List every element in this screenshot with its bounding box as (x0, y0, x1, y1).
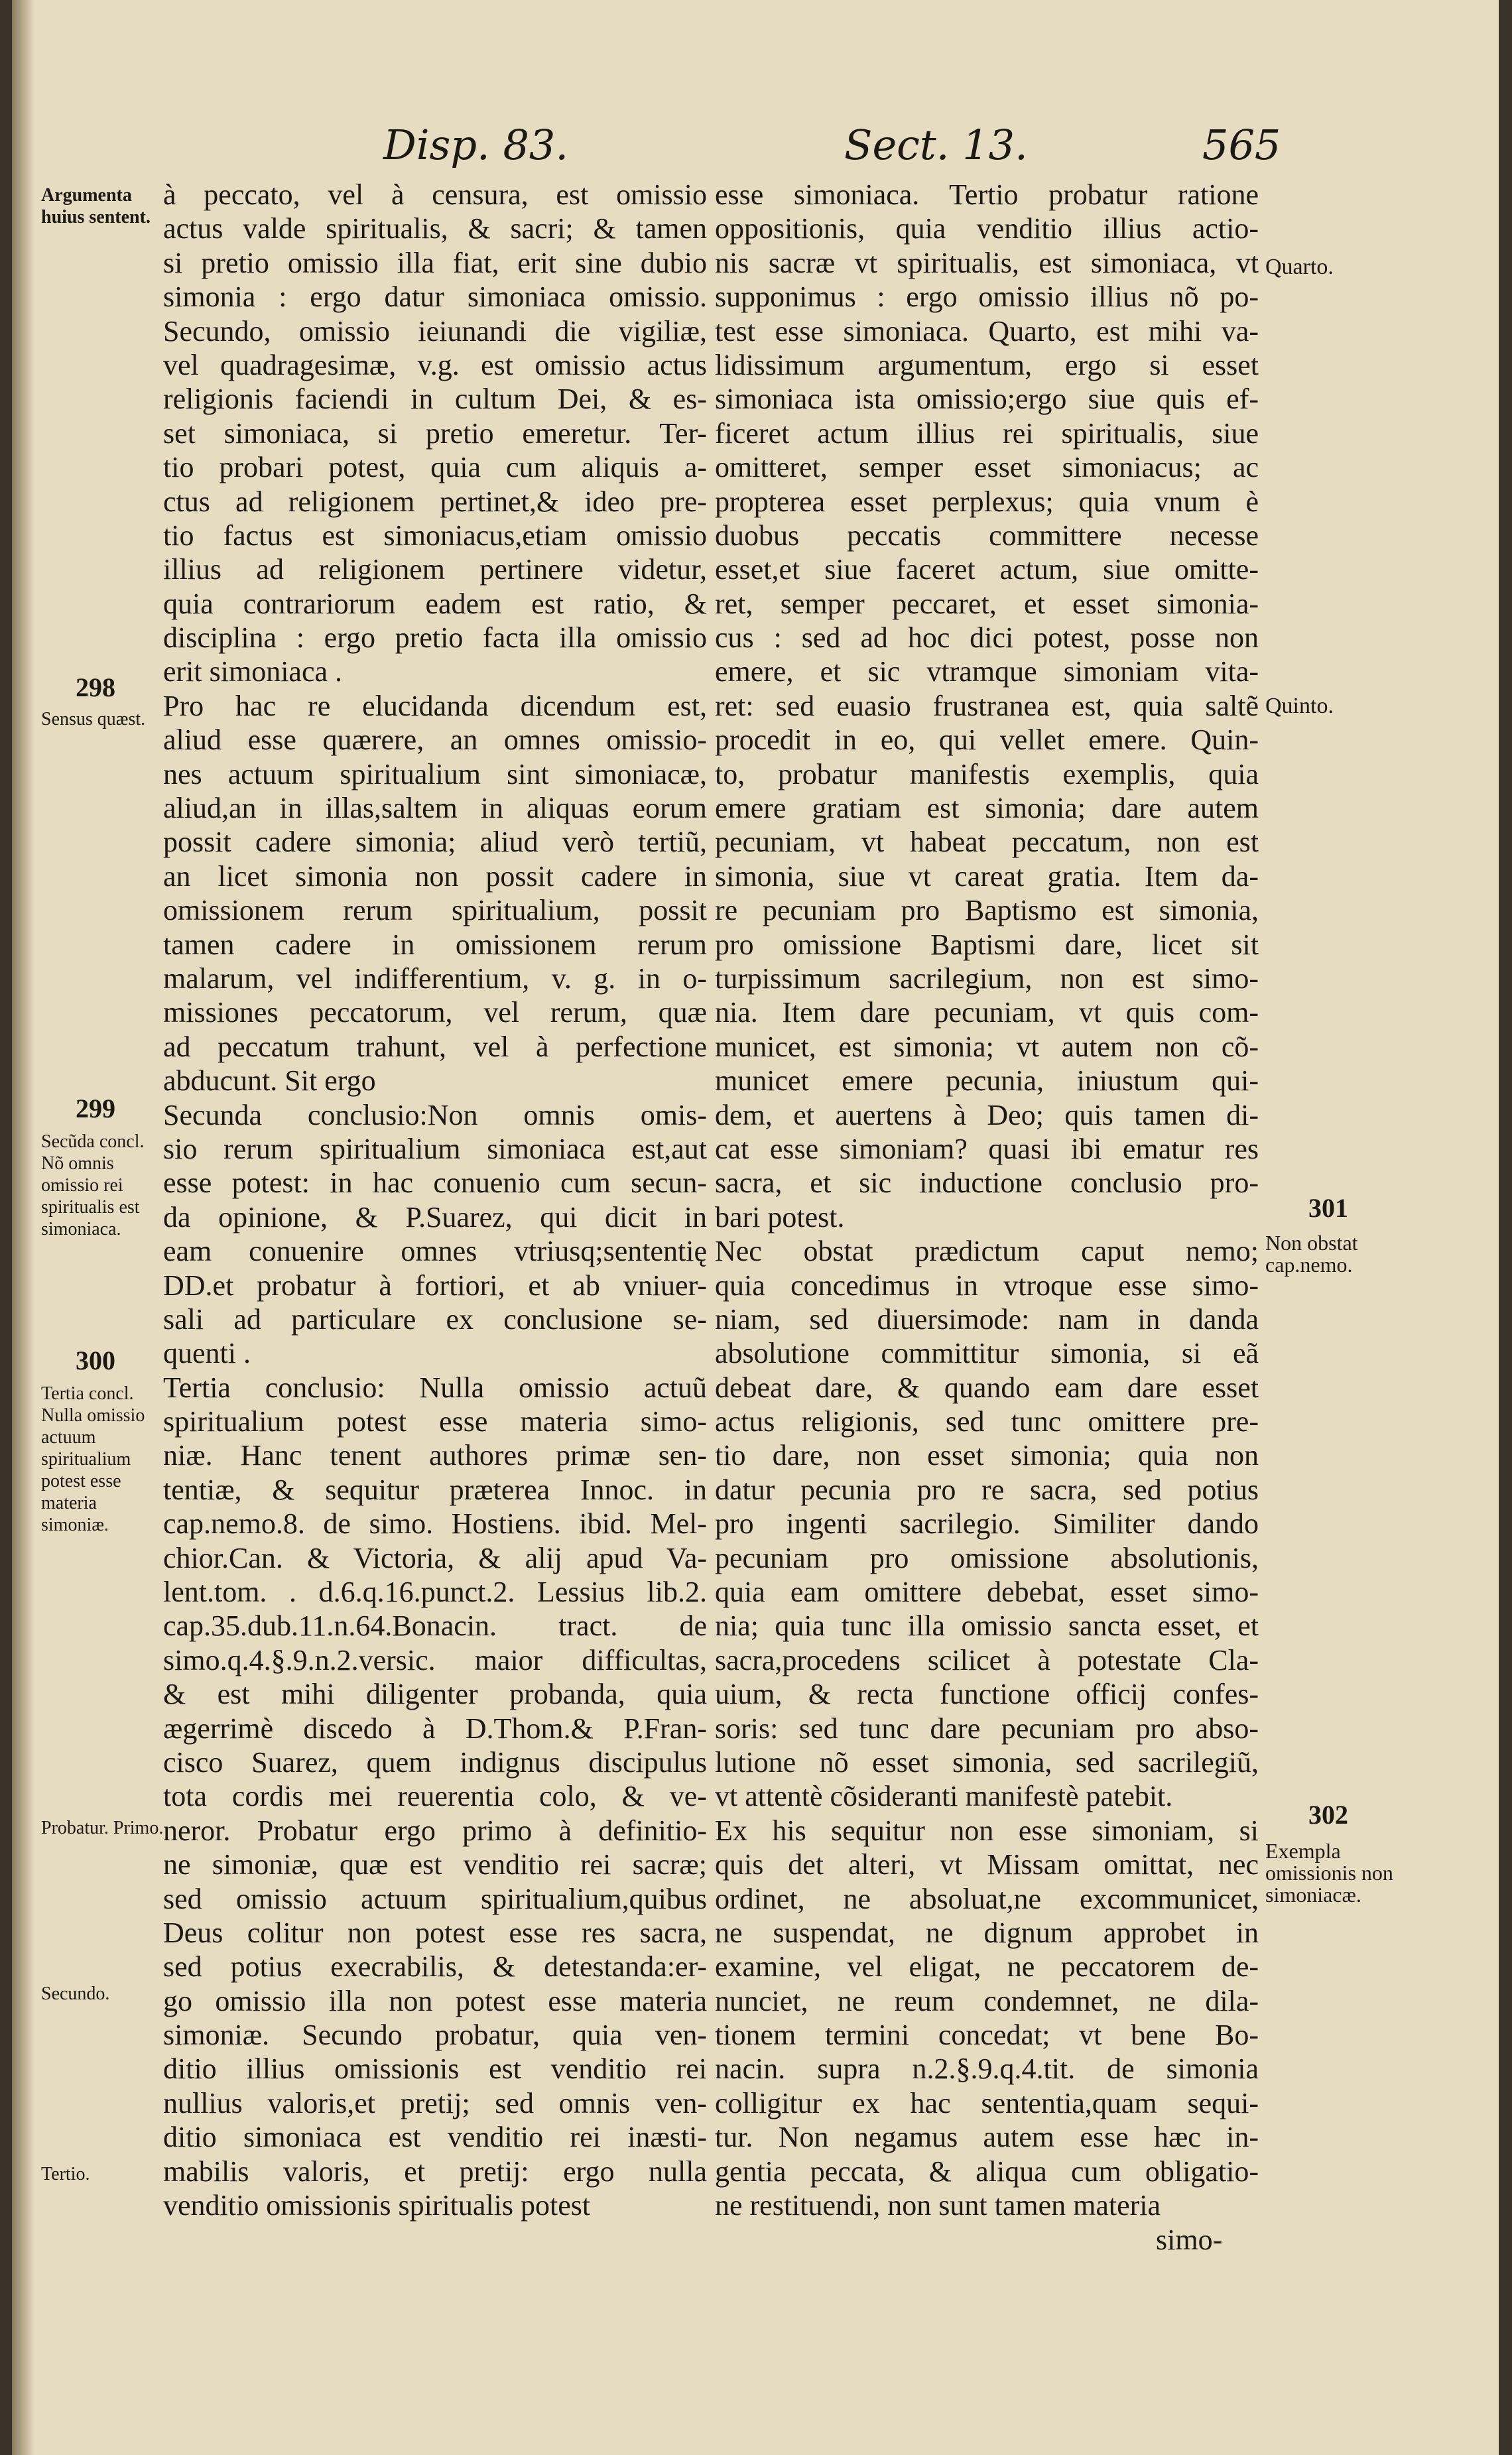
running-head-left: Disp. 83. (383, 121, 569, 169)
text-line: & est mihi diligenter probanda, quia (163, 1678, 707, 1711)
text-line: actus valde spiritualis, & sacri; & tamen (163, 212, 707, 245)
right-text-column (715, 178, 1259, 2222)
text-line: pecuniam, vt habeat peccatum, non est (715, 826, 1259, 859)
text-line: spiritualium potest esse materia simo- (163, 1405, 707, 1438)
text-line: actus religionis, sed tunc omittere pre- (715, 1405, 1259, 1438)
text-line: nes actuum spiritualium sint simoniacæ, (163, 757, 707, 790)
text-line: ne restituendi, non sunt tamen materia (715, 2189, 1161, 2222)
text-line: quia contrariorum eadem est ratio, & (163, 587, 707, 620)
text-line: an licet simonia non possit cadere in (163, 859, 707, 893)
text-line: ægerrimè discedo à D.Thom.& P.Fran- (163, 1712, 707, 1745)
text-line: sed potius execrabilis, & detestanda:er- (163, 1950, 707, 1983)
text-line: sio rerum spiritualium simoniaca est,aut (163, 1132, 707, 1165)
text-line: cisco Suarez, quem indignus discipulus (163, 1745, 707, 1779)
text-line: sacra, et sic inductione conclusio pro- (715, 1166, 1259, 1200)
text-line: cap.nemo.8. de simo. Hostiens. ibid. Mel- (163, 1507, 707, 1541)
text-line: nia. Item dare pecuniam, vt quis com- (715, 996, 1259, 1029)
text-line: Ex his sequitur non esse simoniam, si (715, 1814, 1259, 1847)
text-line: Tertia conclusio: Nulla omissio actuũ (163, 1371, 707, 1404)
margin-note-exempla: Exempla omissionis non simoniacæ. (1265, 1839, 1393, 1907)
page-gutter (12, 0, 34, 2455)
text-line: sed omissio actuum spiritualium,quibus (163, 1882, 707, 1915)
text-line: da opinione, & P.Suarez, qui dicit in (163, 1200, 707, 1233)
text-line: tio probari potest, quia cum aliquis a- (163, 451, 707, 484)
text-line: ad peccatum trahunt, vel à perfectione (163, 1030, 707, 1063)
text-line: dem, et auertens à Deo; quis tamen di- (715, 1098, 1259, 1131)
text-line: sacra,procedens scilicet à potestate Cla- (715, 1643, 1259, 1676)
paragraph-number-300: 300 (76, 1346, 115, 1375)
text-line: oppositionis, quia venditio illius actio- (715, 212, 1259, 245)
running-head-right: Sect. 13. (844, 121, 1028, 169)
text-line: ditio illius omissionis est venditio rei (163, 2052, 707, 2086)
text-line: soris: sed tunc dare pecuniam pro abso- (715, 1712, 1259, 1745)
text-line: simonia, siue vt careat gratia. Item da- (715, 859, 1259, 893)
text-line: nis sacræ vt spiritualis, est simoniaca, vt (715, 246, 1259, 279)
text-line: cat esse simoniam? quasi ibi ematur res (715, 1132, 1259, 1165)
text-line: tamen cadere in omissionem rerum (163, 928, 707, 961)
text-line: venditio omissionis spiritualis potest (163, 2189, 591, 2222)
text-line: ret, semper peccaret, et esset simonia- (715, 587, 1259, 620)
paragraph-number-301: 301 (1308, 1193, 1348, 1223)
text-line: supponimus : ergo omissio illius nõ po- (715, 281, 1259, 314)
margin-note-secunda: Secũda concl. Nõ omnis omissio rei spiritualis est simoniaca. (41, 1131, 145, 1239)
left-text-column (163, 178, 707, 2222)
text-line: tota cordis mei reuerentia colo, & ve- (163, 1780, 707, 1813)
text-line: gentia peccata, & aliqua cum obligatio- (715, 2155, 1259, 2188)
text-line: quia eam omittere debebat, esset simo- (715, 1576, 1259, 1609)
text-line: si pretio omissio illa fiat, erit sine dubio (163, 246, 707, 279)
text-line: esse simoniaca. Tertio probatur ratione (715, 178, 1259, 211)
text-line: esse potest: in hac conuenio cum secun- (163, 1166, 707, 1200)
text-line: vt attentè cõsideranti manifestè patebit. (715, 1780, 1173, 1813)
text-line: municet, est simonia; vt autem non cõ- (715, 1030, 1259, 1063)
text-line: uium, & recta functione officij confes- (715, 1678, 1259, 1711)
text-line: bari potest. (715, 1200, 845, 1233)
text-line: Secundo, omissio ieiunandi die vigiliæ, (163, 314, 707, 347)
text-line: ret: sed euasio frustranea est, quia saltẽ (715, 689, 1259, 722)
text-line: neror. Probatur ergo primo à definitio- (163, 1814, 707, 1847)
text-line: debeat dare, & quando eam dare esset (715, 1371, 1259, 1404)
text-line: Deus colitur non potest esse res sacra, (163, 1916, 707, 1949)
text-line: erit simoniaca . (163, 655, 343, 688)
text-line: simonia : ergo datur simoniaca omissio. (163, 281, 707, 314)
text-line: Secunda conclusio:Non omnis omis- (163, 1098, 707, 1131)
text-line: tur. Non negamus autem esse hæc in- (715, 2121, 1259, 2154)
text-line: tio dare, non esset simonia; quia non (715, 1439, 1259, 1472)
text-line: aliud esse quærere, an omnes omissio- (163, 724, 707, 757)
book-page (12, 0, 1499, 2455)
text-line: omissionem rerum spiritualium, possit (163, 894, 707, 927)
text-line: lidissimum argumentum, ergo si esset (715, 348, 1259, 381)
text-line: illius ad religionem pertinere videtur, (163, 553, 707, 586)
text-line: ne suspendat, ne dignum approbet in (715, 1916, 1259, 1949)
margin-note-argumenta: Argumenta huius sentent. (41, 185, 151, 227)
text-line: ditio simoniaca est venditio rei inæsti- (163, 2121, 707, 2154)
text-line: tentiæ, & sequitur præterea Innoc. in (163, 1473, 707, 1506)
paragraph-number-298: 298 (76, 672, 115, 702)
margin-note-secundo: Secundo. (41, 1983, 110, 2004)
text-line: nullius valoris,et pretij; sed omnis ven- (163, 2086, 707, 2119)
text-line: examine, vel eligat, ne peccatorem de- (715, 1950, 1259, 1983)
text-line: lutione nõ esset simonia, sed sacrilegiũ, (715, 1745, 1259, 1779)
margin-note-quinto: Quinto. (1265, 694, 1334, 718)
text-line: mabilis valoris, et pretij: ergo nulla (163, 2155, 707, 2188)
text-line: cap.35.dub.11.n.64.Bonacin. tract. de (163, 1609, 707, 1643)
text-line: omitteret, semper esset simoniacus; ac (715, 451, 1259, 484)
text-line: disciplina : ergo pretio facta illa omissio (163, 621, 707, 655)
text-line: re pecuniam pro Baptismo est simonia, (715, 894, 1259, 927)
text-line: to, probatur manifestis exemplis, quia (715, 757, 1259, 790)
text-line: pecuniam pro omissione absolutionis, (715, 1541, 1259, 1574)
text-line: go omissio illa non potest esse materia (163, 1984, 707, 2017)
margin-note-quarto: Quarto. (1265, 255, 1334, 279)
text-line: chior.Can. & Victoria, & alij apud Va- (163, 1541, 707, 1574)
text-line: à peccato, vel à censura, est omissio (163, 178, 707, 211)
text-line: religionis faciendi in cultum Dei, & es- (163, 383, 707, 416)
text-line: nunciet, ne reum condemnet, ne dila- (715, 1984, 1259, 2017)
text-line: niæ. Hanc tenent authores primæ sen- (163, 1439, 707, 1472)
text-line: ficeret actum illius rei spiritualis, siue (715, 416, 1259, 450)
text-line: sali ad particulare ex conclusione se- (163, 1302, 707, 1336)
margin-note-sensus: Sensus quæst. (41, 709, 146, 729)
text-line: nia; quia tunc illa omissio sancta esset, et (715, 1609, 1259, 1643)
margin-note-tertia: Tertia concl. Nulla omissio actuum spiritualium potest esse materia simoniæ. (41, 1383, 145, 1535)
text-line: tio factus est simoniacus,etiam omissio (163, 519, 707, 552)
text-line: ordinet, ne absoluat,ne excommunicet, (715, 1882, 1259, 1915)
text-line: propterea esset perplexus; quia vnum è (715, 485, 1259, 518)
text-line: abducunt. Sit ergo (163, 1064, 376, 1098)
text-line: ctus ad religionem pertinet,& ideo pre- (163, 485, 707, 518)
text-line: eam conuenire omnes vtriusq;sententię (163, 1235, 707, 1268)
text-line: aliud,an in illas,saltem in aliquas eorum (163, 792, 707, 825)
text-line: esset,et siue faceret actum, siue omitte- (715, 553, 1259, 586)
text-line: absolutione committitur simonia, si eã (715, 1337, 1259, 1370)
text-line: colligitur ex hac sententia,quam sequi- (715, 2086, 1259, 2119)
page-number: 565 (1202, 121, 1281, 169)
catchword: simo- (1156, 2224, 1223, 2256)
text-line: datur pecunia pro re sacra, sed potius (715, 1473, 1259, 1506)
text-line: Nec obstat prædictum caput nemo; (715, 1235, 1259, 1268)
text-line: DD.et probatur à fortiori, et ab vniuer- (163, 1269, 707, 1302)
margin-note-non-obstat: Non obstat cap.nemo. (1265, 1231, 1358, 1277)
text-line: quia concedimus in vtroque esse simo- (715, 1269, 1259, 1302)
text-line: cus : sed ad hoc dici potest, posse non (715, 621, 1259, 655)
margin-note-probatur: Probatur. Primo. (41, 1818, 164, 1838)
text-line: duobus peccatis committere necesse (715, 519, 1259, 552)
text-line: simoniæ. Secundo probatur, quia ven- (163, 2019, 707, 2052)
text-line: possit cadere simonia; aliud verò tertiũ, (163, 826, 707, 859)
text-line: Pro hac re elucidanda dicendum est, (163, 689, 707, 722)
text-line: quis det alteri, vt Missam omittat, nec (715, 1848, 1259, 1881)
text-line: nacin. supra n.2.§.9.q.4.tit. de simonia (715, 2052, 1259, 2086)
text-line: pro omissione Baptismi dare, licet sit (715, 928, 1259, 961)
text-line: emere, et sic vtramque simoniam vita- (715, 655, 1259, 688)
text-line: procedit in eo, qui vellet emere. Quin- (715, 724, 1259, 757)
text-line: set simoniaca, si pretio emeretur. Ter- (163, 416, 707, 450)
text-line: missiones peccatorum, vel rerum, quæ (163, 996, 707, 1029)
text-line: niam, sed diuersimode: nam in danda (715, 1302, 1259, 1336)
text-line: vel quadragesimæ, v.g. est omissio actus (163, 348, 707, 381)
text-line: emere gratiam est simonia; dare autem (715, 792, 1259, 825)
text-line: simoniaca ista omissio;ergo siue quis ef- (715, 383, 1259, 416)
paragraph-number-302: 302 (1308, 1800, 1348, 1830)
text-line: test esse simoniaca. Quarto, est mihi va- (715, 314, 1259, 347)
text-line: lent.tom. . d.6.q.16.punct.2. Lessius lib.2. (163, 1576, 707, 1609)
margin-note-tertio: Tertio. (41, 2164, 90, 2184)
text-line: turpissimum sacrilegium, non est simo- (715, 962, 1259, 995)
text-line: malarum, vel indifferentium, v. g. in o- (163, 962, 707, 995)
text-line: simo.q.4.§.9.n.2.versic. maior difficultas, (163, 1643, 707, 1676)
text-line: tionem termini concedat; vt bene Bo- (715, 2019, 1259, 2052)
paragraph-number-299: 299 (76, 1094, 115, 1123)
text-line: municet emere pecunia, iniustum qui- (715, 1064, 1259, 1098)
text-line: quenti . (163, 1337, 251, 1370)
text-line: pro ingenti sacrilegio. Similiter dando (715, 1507, 1259, 1541)
text-line: ne simoniæ, quæ est venditio rei sacræ; (163, 1848, 707, 1881)
